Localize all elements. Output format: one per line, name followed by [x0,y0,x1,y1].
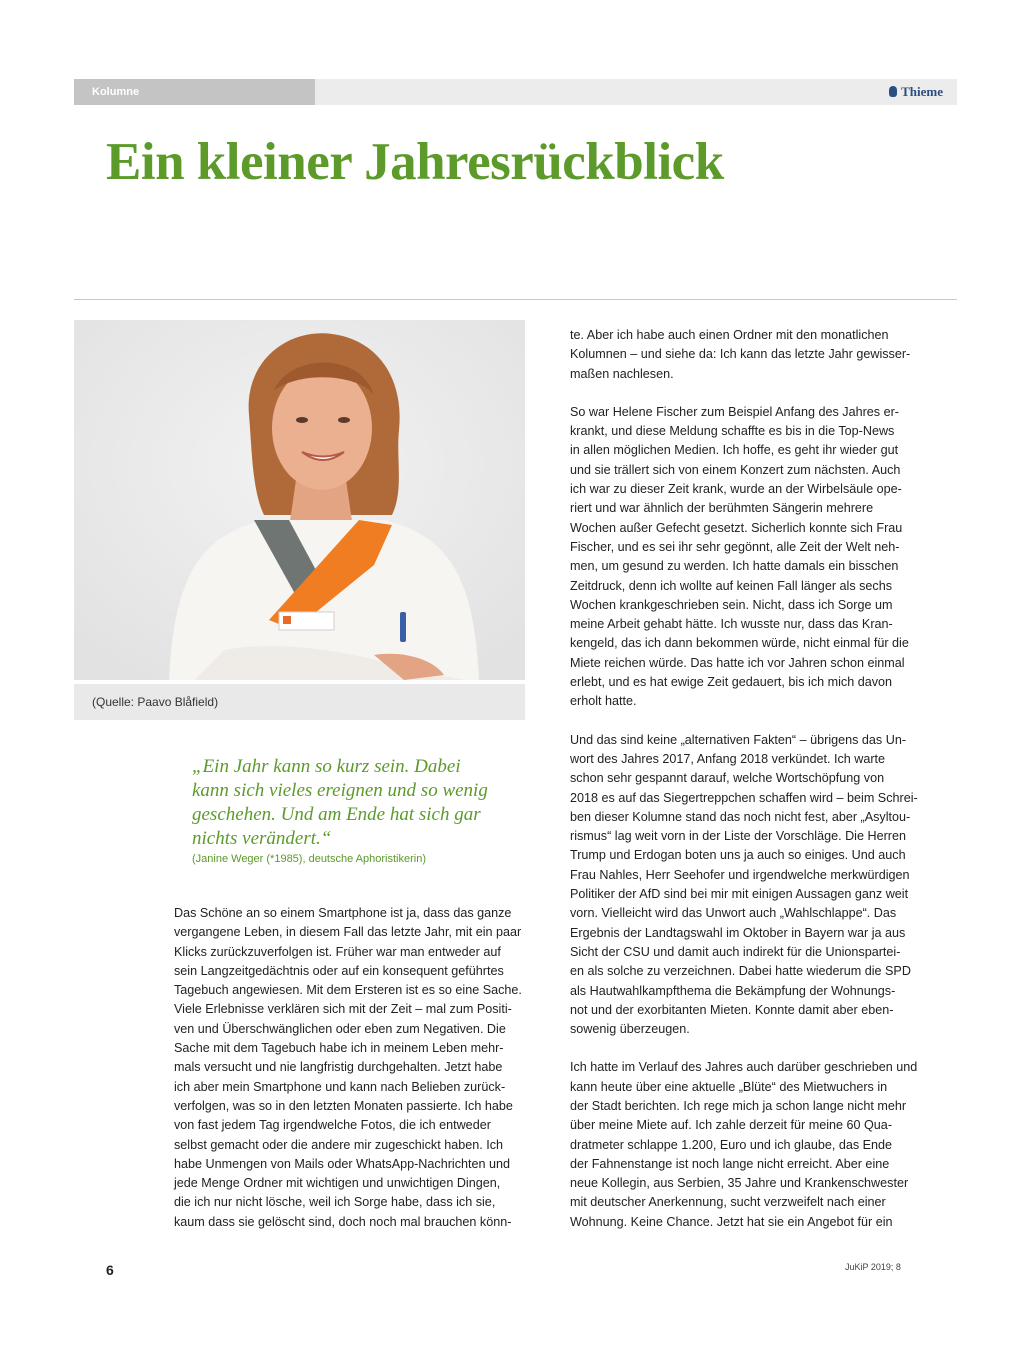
text-line: ich aber mein Smartphone und kann nach Belieben zurück- [174,1079,506,1094]
text-line: 2018 es auf das Siegertreppchen schaffen wird – beim Schrei- [570,790,918,805]
paragraph [570,1058,922,1232]
text-line: Miete reichen würde. Das hatte ich vor Jahren schon einmal [570,655,905,670]
text-line: erlebt, und es hat ewige Zeit gedauert, bis ich mich davon [570,675,893,690]
text-line: Ergebnis der Landtagswahl im Oktober in Bayern war ja aus [570,925,906,940]
quote-line: geschehen. Und am Ende hat sich gar [192,804,481,825]
text-line: Wochen krankgeschrieben sein. Nicht, dass ich Sorge um [570,597,893,612]
text-line: ben dieser Kolumne stand das noch nicht fest, aber „Asyltou- [570,809,911,824]
text-line: not und der exorbitanten Mieten. Konnte damit aber eben- [570,1002,894,1017]
paragraph [570,731,922,1040]
paragraph-gap [570,712,922,731]
text-line: Und das sind keine „alternativen Fakten“ – übrigens das Un- [570,732,907,747]
text-line: krankt, und diese Meldung schaffte es bis in die Top-News [570,424,895,439]
text-line: ven und Überschwänglichen oder eben zum Negativen. Die [174,1021,506,1036]
text-line: selbst gemacht oder die andere mir zugeschickt haben. Ich [174,1137,504,1152]
text-line: Viele Erlebnisse verklären sich mit der Zeit – mal zum Positi- [174,1002,512,1017]
text-line: en als solche zu verzeichnen. Dabei hatte wiederum die SPD [570,964,911,979]
body-column-left [174,904,524,1232]
text-line: kaum dass sie gelöscht sind, doch noch mal brauchen könn- [174,1214,512,1229]
text-line: neue Kollegin, aus Serbien, 35 Jahre und Krankenschwester [570,1176,909,1191]
text-line: als Hautwahlkampfthema die Bekämpfung der Wohnungs- [570,983,896,998]
portrait-illustration [74,320,525,680]
text-line: rismus“ lag weit vorn in der Liste der Vorschläge. Die Herren [570,829,906,844]
author-photo [74,320,525,680]
text-line: verfolgen, was so in den letzten Monaten passierte. Ich habe [174,1098,513,1113]
text-line: in allen möglichen Medien. Ich hoffe, es geht ihr wieder gut [570,443,899,458]
article-title: Ein kleiner Jahresrückblick [106,133,724,191]
text-line: kengeld, das ich dann bekommen würde, nicht einmal für die [570,636,909,651]
text-line: der Stadt berichten. Ich rege mich ja schon lange nicht mehr [570,1098,907,1113]
text-line: kann heute über eine aktuelle „Blüte“ des Mietwuchers in [570,1079,888,1094]
text-line: men, um gesund zu werden. Ich hatte damals ein bisschen [570,559,899,574]
text-line: Ich hatte im Verlauf des Jahres auch darüber geschrieben und [570,1060,918,1075]
text-line: mit deutscher Anerkennung, sucht verzweifelt nach einer [570,1195,886,1210]
text-line: meine Arbeit gehabt hätte. Ich wusste nur, dass das Kran- [570,617,893,632]
paragraph [570,326,922,384]
journal-citation: JuKiP 2019; 8 [845,1262,901,1272]
text-line: So war Helene Fischer zum Beispiel Anfang des Jahres er- [570,404,899,419]
text-line: Das Schöne an so einem Smartphone ist ja, dass das ganze [174,906,512,920]
text-line: Sicht der CSU und damit auch indirekt für die Unionspartei- [570,944,901,959]
text-line: von fast jedem Tag irgendwelche Fotos, die ich entweder [174,1118,491,1133]
text-line: Frau Nahles, Herr Seehofer und irgendwelche merkwürdigen [570,867,910,882]
quote-line: kann sich vieles ereignen und so wenig [192,780,488,801]
text-line: Fischer, und es sei ihr sehr gegönnt, alle Zeit der Welt neh- [570,539,900,554]
text-line: Trump und Erdogan boten uns ja auch so einiges. Und auch [570,848,906,863]
photo-caption: (Quelle: Paavo Blåfield) [74,684,525,720]
page-number: 6 [106,1262,114,1278]
paragraph [570,403,922,712]
header-bar [74,79,957,105]
text-line: Politiker der AfD sind bei mir mit einigen Aussagen ganz weit [570,887,909,902]
text-line: schon sehr gespannt darauf, welche Wortschöpfung von [570,771,885,786]
text-line: der Fahnenstange ist noch lange nicht erreicht. Aber eine [570,1156,890,1171]
publisher-name: Thieme [901,84,943,99]
text-line: Wochen außer Gefecht gesetzt. Sicherlich konnte sich Frau [570,520,903,535]
paragraph-gap [570,384,922,403]
text-line: Klicks zurückzuverfolgen ist. Früher war man entweder auf [174,944,501,959]
thieme-logo-icon [889,86,897,97]
text-line: sein Langzeitgedächtnis oder auf ein konsequent geführtes [174,963,504,978]
text-line: Wohnung. Keine Chance. Jetzt hat sie ein Angebot für ein [570,1214,893,1229]
text-line: und sie trällert sich von einem Konzert zum nächsten. Auch [570,462,901,477]
section-label: Kolumne [74,79,315,105]
text-line: vorn. Vielleicht wird das Unwort auch „Wahlschlappe“. Das [570,906,897,921]
quote-line: nichts verändert.“ [192,828,332,849]
body-column-right [570,326,922,1232]
quote-source: (Janine Weger (*1985), deutsche Aphoristikerin) [192,853,426,865]
text-line: Zeitdruck, denn ich wollte auf keinen Fall länger als sechs [570,578,893,593]
quote-line: „Ein Jahr kann so kurz sein. Dabei [192,756,461,777]
text-line: jede Menge Ordner mit wichtigen und unwichtigen Dingen, [174,1176,501,1191]
text-line: mals versucht und nie langfristig durchgehalten. Jetzt habe [174,1060,503,1075]
text-line: maßen nachlesen. [570,366,674,381]
text-line: die ich nur nicht lösche, weil ich Sorge habe, dass ich sie, [174,1195,496,1210]
text-line: wort des Jahres 2017, Anfang 2018 verkündet. Ich warte [570,751,886,766]
text-line: te. Aber ich habe auch einen Ordner mit den monatlichen [570,328,889,342]
publisher-brand [889,79,943,105]
text-line: dratmeter schlappe 1.200, Euro und ich glaube, das Ende [570,1137,893,1152]
text-line: vergangene Leben, in diesem Fall das letzte Jahr, mit ein paar [174,925,522,940]
text-line: erholt hatte. [570,694,637,709]
text-line: riert und war ähnlich der berühmten Sängerin mehrere [570,501,874,516]
quote-text [192,755,522,851]
title-divider [74,299,957,300]
text-line: sowenig überzeugen. [570,1022,690,1037]
pull-quote [192,755,522,865]
paragraph [174,904,524,1232]
text-line: ich war zu dieser Zeit krank, wurde an der Wirbelsäule ope- [570,482,902,497]
paragraph-gap [570,1039,922,1058]
text-line: habe Unmengen von Mails oder WhatsApp-Nachrichten und [174,1156,511,1171]
text-line: über meine Miete auf. Ich zahle derzeit für meine 60 Qua- [570,1118,893,1133]
text-line: Kolumnen – und siehe da: Ich kann das letzte Jahr gewisser- [570,347,911,362]
text-line: Sache mit dem Tagebuch habe ich in meinem Leben mehr- [174,1041,504,1056]
text-line: Tagebuch angewiesen. Mit dem Ersteren ist es so eine Sache. [174,983,522,998]
